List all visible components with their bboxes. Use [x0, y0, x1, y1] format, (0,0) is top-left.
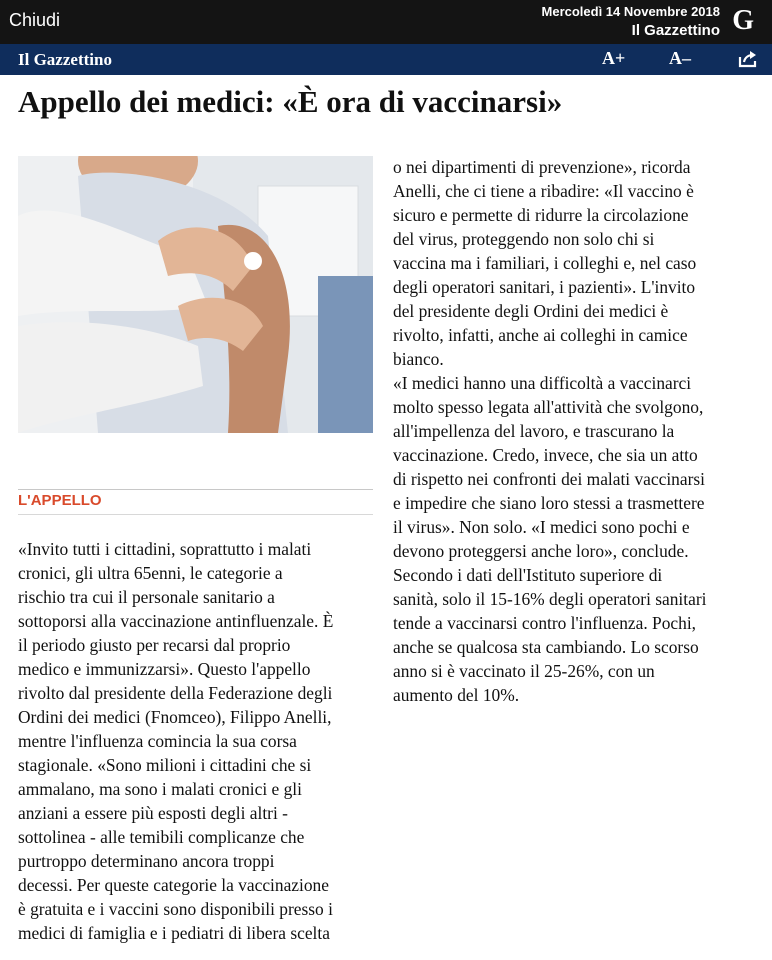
body-line: Secondo i dati dell'Istituto superiore di	[393, 565, 663, 585]
body-line: degli operatori sanitari, i pazienti». L'invito	[393, 277, 696, 297]
body-line: molto spesso legata all'attività che svolgono,	[393, 397, 704, 417]
gazzettino-logo: G	[732, 5, 754, 36]
body-line: del presidente degli Ordini dei medici è	[393, 301, 669, 321]
body-line: anziani a essere più esposti degli altri -	[18, 803, 288, 823]
body-line: tende a vaccinarsi contro l'influenza. Pochi,	[393, 613, 697, 633]
body-line: rischio tra cui il personale sanitario a	[18, 587, 275, 607]
article-body-right-column	[393, 155, 765, 707]
body-line: è gratuita e i vaccini sono disponibili presso i	[18, 899, 333, 919]
font-decrease-button[interactable]: A–	[669, 48, 691, 68]
body-line: anche se qualcosa sta cambiando. Lo scorso	[393, 637, 699, 657]
body-line: sottoporsi alla vaccinazione antinfluenzale. È	[18, 611, 334, 631]
body-line: «I medici hanno una difficoltà a vaccinarci	[393, 373, 692, 393]
body-line: Anelli, che ci tiene a ribadire: «Il vaccino è	[393, 181, 694, 201]
body-line: anno si è vaccinato il 25-26%, con un	[393, 661, 655, 681]
body-line: di rispetto nei confronti dei malati vaccinarsi	[393, 469, 705, 489]
body-line: sicuro e permette di ridurre la circolazione	[393, 205, 689, 225]
body-line: sanità, solo il 15-16% degli operatori sanitari	[393, 589, 707, 609]
body-line: aumento del 10%.	[393, 685, 520, 705]
body-line: il virus». Non solo. «I medici sono pochi e	[393, 517, 690, 537]
section-divider-top	[18, 489, 373, 490]
article-photo	[18, 156, 373, 433]
body-line: mentre l'influenza comincia la sua corsa	[18, 731, 297, 751]
section-divider-bottom	[18, 514, 373, 515]
nav-title: Il Gazzettino	[18, 50, 112, 69]
close-button[interactable]: Chiudi	[9, 10, 61, 30]
section-label: L'APPELLO	[18, 492, 102, 509]
body-line: medici di famiglia e i pediatri di libera scelta	[18, 923, 330, 943]
top-bar	[0, 0, 772, 44]
share-icon[interactable]	[738, 50, 758, 68]
body-line: medico e immunizzarsi». Questo l'appello	[18, 659, 311, 679]
body-line: vaccinazione. Credo, invece, che sia un atto	[393, 445, 698, 465]
article-headline: Appello dei medici: «È ora di vaccinarsi»	[18, 84, 563, 119]
body-line: «Invito tutti i cittadini, soprattutto i malati	[18, 539, 312, 559]
body-line: e impedire che siano loro stessi a trasmettere	[393, 493, 705, 513]
body-line: rivolto, infatti, anche ai colleghi in camice	[393, 325, 688, 345]
body-line: del virus, proteggendo non solo chi si	[393, 229, 655, 249]
body-line: cronici, gli ultra 65enni, le categorie a	[18, 563, 283, 583]
body-line: decessi. Per queste categorie la vaccinazione	[18, 875, 329, 895]
body-line: all'impellenza del lavoro, e trascurano la	[393, 421, 675, 441]
body-line: purtroppo determinano ancora troppi	[18, 851, 275, 871]
body-line: bianco.	[393, 349, 444, 369]
body-line: vaccina ma i familiari, i colleghi e, nel caso	[393, 253, 697, 273]
article-body-left-column	[18, 537, 380, 945]
body-line: Ordini dei medici (Fnomceo), Filippo Anelli,	[18, 707, 332, 727]
body-line: ammalano, ma sono i malati cronici e gli	[18, 779, 302, 799]
body-line: sottolinea - alle temibili complicanze che	[18, 827, 305, 847]
body-line: rivolto dal presidente della Federazione degli	[18, 683, 333, 703]
body-line: devono proteggersi anche loro», conclude.	[393, 541, 689, 561]
body-line: il periodo giusto per recarsi dal proprio	[18, 635, 291, 655]
brand-name: Il Gazzettino	[631, 22, 720, 39]
font-increase-button[interactable]: A+	[602, 48, 626, 68]
nav-bar	[0, 44, 772, 75]
body-line: o nei dipartimenti di prevenzione», ricorda	[393, 157, 691, 177]
issue-date: Mercoledì 14 Novembre 2018	[541, 4, 720, 19]
body-line: stagionale. «Sono milioni i cittadini che si	[18, 755, 312, 775]
